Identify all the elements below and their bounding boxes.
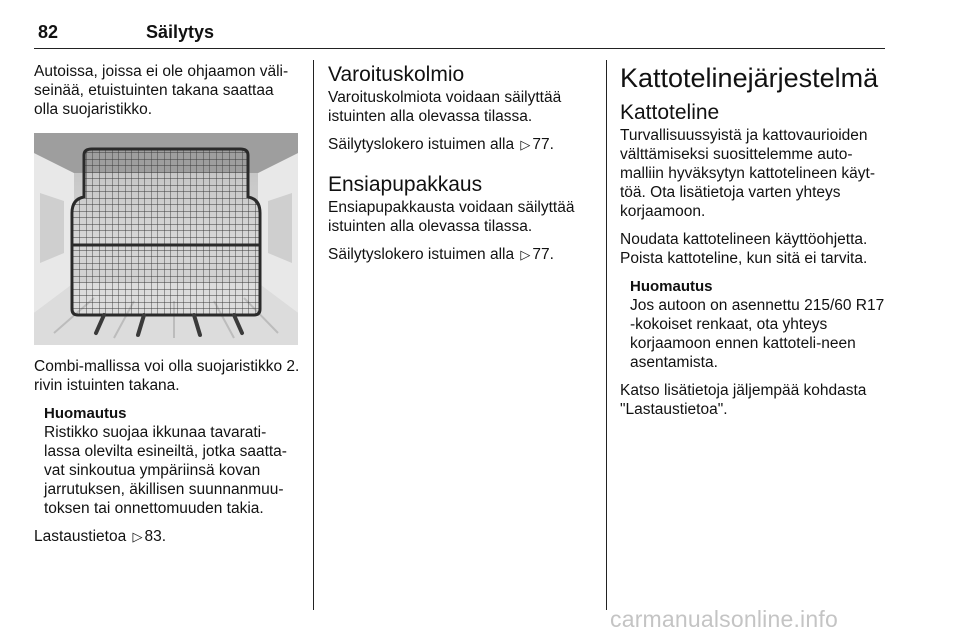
- note-text: Jos autoon on asennettu 215/60 R17 -kokoiset renkaat, ota yhteys korjaamoon ennen kattoteli-neen asentamista.: [630, 297, 885, 371]
- reference-text: Säilytyslokero istuimen alla: [328, 136, 515, 153]
- see-more-text: Katso lisätietoja jäljempää kohdasta "Lastaustietoa".: [620, 382, 867, 418]
- column-middle: [328, 62, 590, 264]
- triangle-arrow-icon: ▷: [520, 247, 531, 262]
- watermark: carmanualsonline.info: [610, 606, 838, 632]
- column-divider: [606, 60, 607, 610]
- header-rule: [34, 48, 885, 49]
- note-title: Huomautus: [630, 278, 713, 295]
- cross-reference: [34, 527, 300, 546]
- first-aid-kit-text: Ensiapupakkausta voidaan säilyttää istuinten alla olevassa tilassa.: [328, 199, 575, 235]
- intro-text: Autoissa, joissa ei ole ohjaamon väli-seinää, etuistuinten takana saattaa olla suojaristikko.: [34, 63, 289, 118]
- column-right: [620, 62, 886, 419]
- note-text: Ristikko suojaa ikkunaa tavarati-lassa olevilta esineiltä, jotka saatta-vat sinkoutua ympäriinsä kovan jarrutuksen, äkillisen suunnanmuu-toksen tai onnettomuuden takia.: [44, 424, 287, 517]
- triangle-arrow-icon: ▷: [520, 137, 531, 152]
- heading-first-aid-kit: Ensiapupakkaus: [328, 173, 483, 196]
- reference-page: 83.: [144, 528, 167, 545]
- cargo-grille-photo: [34, 133, 298, 345]
- column-divider: [313, 60, 314, 610]
- triangle-arrow-icon: ▷: [132, 529, 143, 544]
- heading-roof-rack-system: Kattotelinejärjestelmä: [620, 63, 879, 93]
- note-block: [620, 277, 886, 372]
- note-block: [34, 404, 300, 518]
- heading-roof-rack: Kattoteline: [620, 101, 720, 124]
- reference-text: Lastaustietoa: [34, 528, 127, 545]
- cross-reference: [328, 135, 590, 154]
- roof-rack-text: Turvallisuussyistä ja kattovaurioiden välttämiseksi suosittelemme auto-malliin hyväksytyn kattotelineen käyt-töä. Ota lisätietoja varten yhteys korjaamoon.: [620, 127, 876, 220]
- page-header: [34, 0, 885, 46]
- section-title: Säilytys: [146, 22, 215, 42]
- note-title: Huomautus: [44, 405, 127, 422]
- grille-caption: Combi-mallissa voi olla suojaristikko 2. rivin istuinten takana.: [34, 358, 300, 394]
- cross-reference: [328, 245, 590, 264]
- reference-page: 77.: [532, 136, 554, 153]
- warning-triangle-text: Varoituskolmiota voidaan säilyttää istuinten alla olevassa tilassa.: [328, 89, 562, 125]
- reference-page: 77.: [532, 246, 554, 263]
- page-number: 82: [38, 22, 59, 42]
- roof-rack-instructions: Noudata kattotelineen käyttöohjetta. Poista kattoteline, kun sitä ei tarvita.: [620, 231, 868, 267]
- reference-text: Säilytyslokero istuimen alla: [328, 246, 515, 263]
- column-left: [34, 62, 300, 546]
- heading-warning-triangle: Varoituskolmio: [328, 63, 465, 86]
